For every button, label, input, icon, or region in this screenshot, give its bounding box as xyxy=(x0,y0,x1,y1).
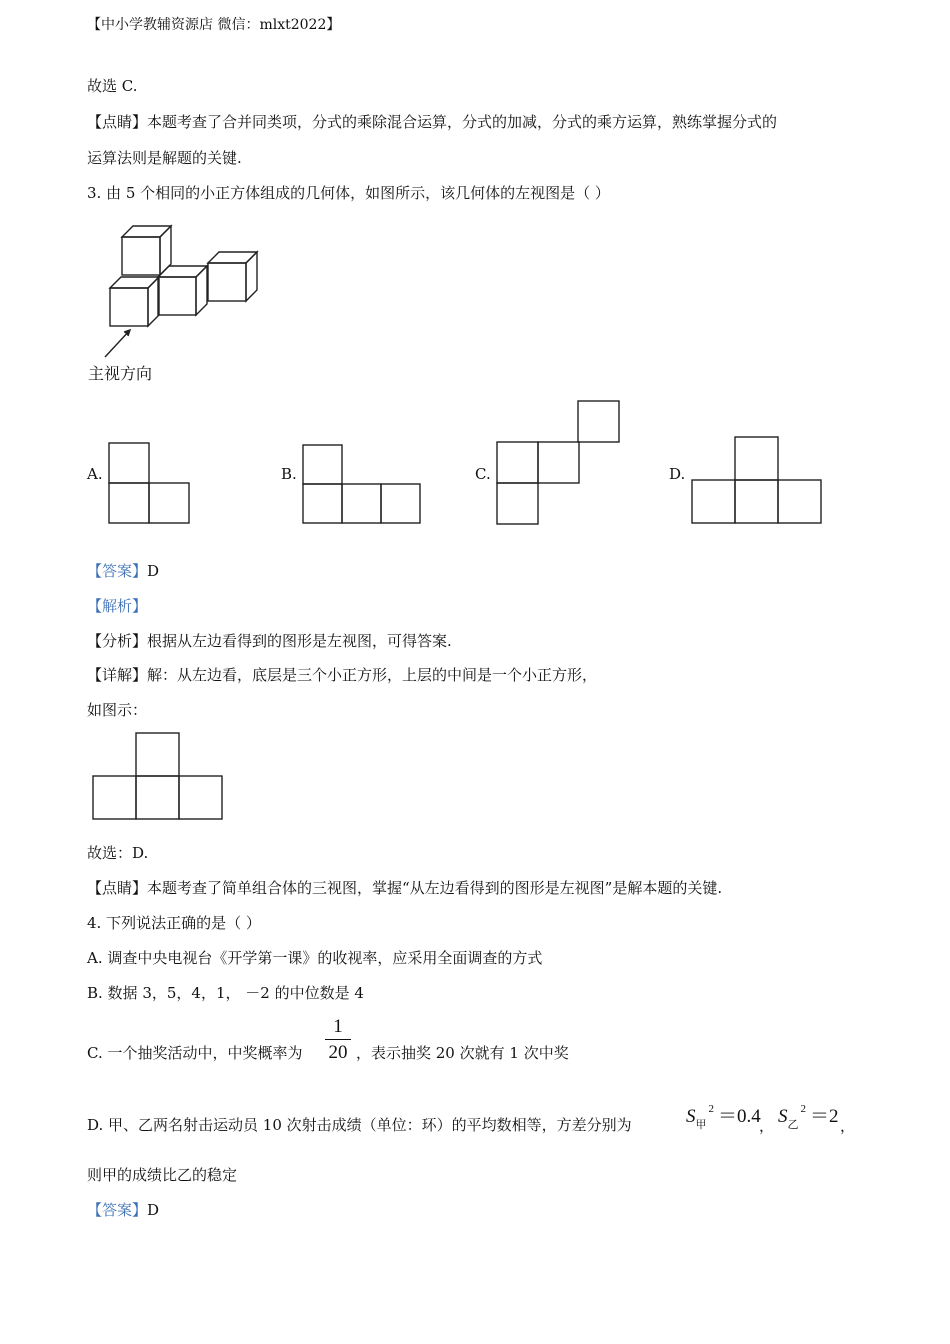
prev-comment-line1: 【点睛】本题考查了合并同类项，分式的乘除混合运算，分式的加减，分式的乘方运算，熟练掌握分式的 xyxy=(87,113,778,131)
q3-option-b-figure[interactable] xyxy=(302,444,426,528)
variance-sub-jia: 甲 xyxy=(695,1119,707,1131)
q3-solution-figure xyxy=(91,732,227,824)
q4-option-a[interactable]: A. 调查中央电视台《开学第一课》的收视率，应采用全面调查的方式 xyxy=(87,949,543,967)
q4-variance-yi xyxy=(778,1101,839,1131)
variance-value-yi: ＝2 xyxy=(810,1106,839,1127)
q3-option-a-figure[interactable] xyxy=(108,442,192,526)
q4-option-d-end: ， xyxy=(840,1117,856,1135)
q3-option-a-label[interactable]: A. xyxy=(87,465,103,483)
q4-stem: 4. 下列说法正确的是（ ） xyxy=(87,914,261,932)
cube-right-front xyxy=(208,263,246,301)
q4-answer-row xyxy=(87,1200,159,1220)
q3-analysis: 【分析】根据从左边看得到的图形是左视图，可得答案. xyxy=(87,632,452,650)
variance-sub-yi: 乙 xyxy=(787,1119,799,1131)
prev-choice: 故选 C. xyxy=(87,77,138,95)
q3-choice: 故选：D. xyxy=(87,844,149,862)
cube-front-top xyxy=(110,277,159,288)
cube-top-side xyxy=(160,226,171,275)
q4-answer-tag: 【答案】 xyxy=(87,1201,148,1219)
cube-middle-top xyxy=(158,266,207,277)
q4-option-b[interactable]: B. 数据 3，5，4，1， －2 的中位数是 4 xyxy=(87,984,364,1002)
prev-comment-line2: 运算法则是解题的关键. xyxy=(87,149,242,167)
cube-top-front xyxy=(122,237,160,275)
q3-figure-caption: 主视方向 xyxy=(88,364,153,383)
q4-option-d-cont: 则甲的成绩比乙的稳定 xyxy=(87,1166,238,1184)
q3-stem: 3. 由 5 个相同的小正方体组成的几何体，如图所示，该几何体的左视图是（ ） xyxy=(87,184,610,202)
q4-option-c-after: ，表示抽奖 20 次就有 1 次中奖 xyxy=(356,1044,569,1062)
q3-detail: 【详解】解：从左边看，底层是三个小正方形，上层的中间是一个小正方形， xyxy=(87,666,598,684)
cube-top-top xyxy=(122,226,171,237)
cube-middle-front xyxy=(158,277,196,315)
q3-option-c-figure[interactable] xyxy=(496,400,624,528)
q4-option-d-before[interactable]: D. 甲、乙两名射击运动员 10 次射击成绩（单位：环）的平均数相等，方差分别为 xyxy=(87,1116,632,1134)
q3-cube-figure xyxy=(100,222,270,362)
q4-answer-value: D xyxy=(147,1201,160,1219)
q3-analysis-tag: 【解析】 xyxy=(87,597,148,615)
q3-option-d-figure[interactable] xyxy=(691,436,827,528)
cube-front-front xyxy=(110,288,148,326)
q3-option-c-label[interactable]: C. xyxy=(475,465,491,483)
q4-option-c-before[interactable]: C. 一个抽奖活动中，中奖概率为 xyxy=(87,1044,303,1062)
header-watermark: 【中小学教辅资源店 微信：mlxt2022】 xyxy=(87,17,341,33)
variance-exp-jia: 2 xyxy=(708,1103,714,1115)
q3-option-d-label[interactable]: D. xyxy=(669,465,686,483)
q3-comment: 【点睛】本题考查了简单组合体的三视图，掌握“从左边看得到的图形是左视图”是解本题的关键. xyxy=(87,879,723,897)
variance-s-yi: S xyxy=(778,1106,788,1127)
q4-separator: ， xyxy=(759,1117,775,1135)
variance-exp-yi: 2 xyxy=(800,1103,806,1115)
q4-option-c-fraction xyxy=(325,1015,351,1066)
q3-option-b-label[interactable]: B. xyxy=(281,465,297,483)
q3-answer-row xyxy=(87,561,159,581)
cube-right-side xyxy=(246,252,257,301)
q3-as-shown: 如图示： xyxy=(87,701,148,719)
variance-value-jia: ＝0.4 xyxy=(718,1106,761,1127)
q3-answer-value: D xyxy=(147,562,160,580)
q4-fraction-numerator: 1 xyxy=(325,1015,351,1040)
cube-middle-side xyxy=(196,266,207,315)
q3-answer-tag: 【答案】 xyxy=(87,562,148,580)
q4-fraction-denominator: 20 xyxy=(328,1042,348,1063)
q4-variance-jia xyxy=(686,1101,761,1131)
variance-s: S xyxy=(686,1106,696,1127)
cube-right-top xyxy=(208,252,257,263)
